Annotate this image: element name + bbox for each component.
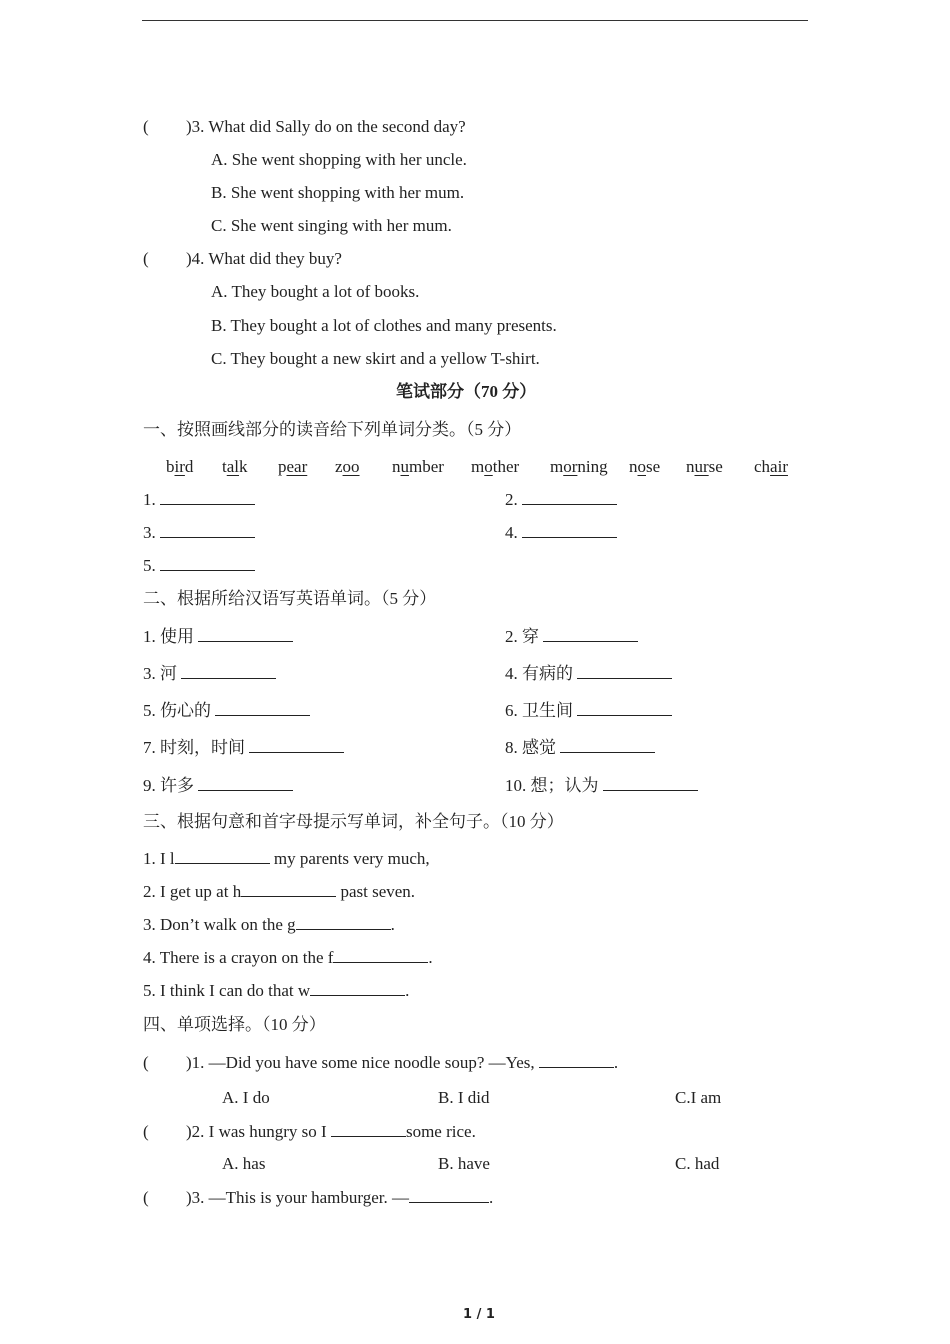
answer-blank[interactable]	[241, 881, 336, 897]
answer-paren: (	[143, 1188, 149, 1207]
answer-paren: (	[143, 1053, 149, 1072]
option-c: C. They bought a new skirt and a yellow T-shirt.	[211, 349, 540, 368]
option-a: A. They bought a lot of books.	[211, 282, 420, 301]
answer-blank[interactable]	[296, 914, 391, 930]
sentence-item-4: 4. There is a crayon on the f .	[143, 948, 433, 967]
top-rule	[142, 20, 808, 21]
option-a: A. has	[222, 1154, 266, 1173]
word-number: number	[392, 457, 444, 476]
sort-blank-4: 4.	[505, 522, 617, 544]
answer-blank[interactable]	[310, 980, 405, 996]
answer-blank[interactable]	[175, 848, 270, 864]
answer-blank[interactable]	[577, 663, 672, 679]
page-number: 1 / 1	[463, 1307, 495, 1322]
option-b: B. They bought a lot of clothes and many presents.	[211, 316, 557, 335]
answer-blank[interactable]	[539, 1052, 614, 1068]
word-bird: bird	[166, 457, 194, 476]
answer-blank[interactable]	[160, 489, 255, 505]
vocab-item-4: 4. 有病的	[505, 663, 672, 685]
vocab-item-6: 6. 卫生间	[505, 700, 672, 722]
option-c: C. She went singing with her mum.	[211, 216, 452, 235]
sort-blank-2: 2.	[505, 489, 617, 511]
answer-blank[interactable]	[198, 775, 293, 791]
answer-blank[interactable]	[522, 522, 617, 538]
word-nose: nose	[629, 457, 661, 476]
vocab-item-1: 1. 使用	[143, 626, 293, 648]
word-pear: pear	[278, 457, 308, 476]
sentence-item-3: 3. Don’t walk on the g .	[143, 915, 395, 934]
option-c: C.I am	[675, 1088, 722, 1107]
answer-paren: (	[143, 249, 149, 268]
answer-blank[interactable]	[560, 737, 655, 753]
answer-blank[interactable]	[331, 1121, 406, 1137]
written-section-title: 笔试部分（70 分）	[396, 382, 537, 401]
word-chair: chair	[754, 457, 788, 476]
vocab-item-2: 2. 穿	[505, 626, 638, 648]
option-a: A. I do	[222, 1088, 270, 1107]
answer-blank[interactable]	[577, 700, 672, 716]
answer-blank[interactable]	[522, 489, 617, 505]
question-text: )4. What did they buy?	[186, 249, 342, 268]
part3-title: 三、根据句意和首字母提示写单词，补全句子。（10 分）	[143, 812, 564, 831]
option-a: A. She went shopping with her uncle.	[211, 150, 467, 169]
answer-blank[interactable]	[543, 626, 638, 642]
answer-blank[interactable]	[215, 700, 310, 716]
mc-question-1: )1. —Did you have some nice noodle soup? —Yes, .	[186, 1053, 619, 1072]
vocab-item-7: 7. 时刻，时间	[143, 737, 344, 759]
mc-question-2: )2. I was hungry so I some rice.	[186, 1122, 476, 1141]
option-c: C. had	[675, 1154, 720, 1173]
vocab-item-5: 5. 伤心的	[143, 700, 310, 722]
answer-blank[interactable]	[249, 737, 344, 753]
word-zoo: zoo	[335, 457, 360, 476]
answer-blank[interactable]	[160, 522, 255, 538]
part4-title: 四、单项选择。（10 分）	[143, 1015, 326, 1034]
word-talk: talk	[222, 457, 248, 476]
question-text: )3. What did Sally do on the second day?	[186, 117, 466, 136]
sentence-item-2: 2. I get up at h past seven.	[143, 882, 416, 901]
vocab-item-9: 9. 许多	[143, 775, 293, 797]
sort-blank-5: 5.	[143, 555, 255, 577]
vocab-item-10: 10. 想；认为	[505, 775, 698, 797]
sentence-item-5: 5. I think I can do that w .	[143, 981, 410, 1000]
answer-blank[interactable]	[198, 626, 293, 642]
sentence-item-1: 1. I l my parents very much,	[143, 849, 430, 868]
answer-paren: (	[143, 1122, 149, 1141]
word-morning: morning	[550, 457, 608, 476]
word-nurse: nurse	[686, 457, 723, 476]
answer-blank[interactable]	[181, 663, 276, 679]
vocab-item-8: 8. 感觉	[505, 737, 655, 759]
vocab-item-3: 3. 河	[143, 663, 276, 685]
option-b: B. She went shopping with her mum.	[211, 183, 465, 202]
answer-paren: (	[143, 117, 149, 136]
sort-blank-1: 1.	[143, 489, 255, 511]
part2-title: 二、根据所给汉语写英语单词。（5 分）	[143, 589, 437, 608]
answer-blank[interactable]	[409, 1187, 489, 1203]
sort-blank-3: 3.	[143, 522, 255, 544]
word-mother: mother	[471, 457, 520, 476]
mc-question-3: )3. —This is your hamburger. — .	[186, 1188, 494, 1207]
answer-blank[interactable]	[333, 947, 428, 963]
answer-blank[interactable]	[603, 775, 698, 791]
option-b: B. have	[438, 1154, 490, 1173]
answer-blank[interactable]	[160, 555, 255, 571]
option-b: B. I did	[438, 1088, 490, 1107]
part1-title: 一、按照画线部分的读音给下列单词分类。（5 分）	[143, 420, 522, 439]
